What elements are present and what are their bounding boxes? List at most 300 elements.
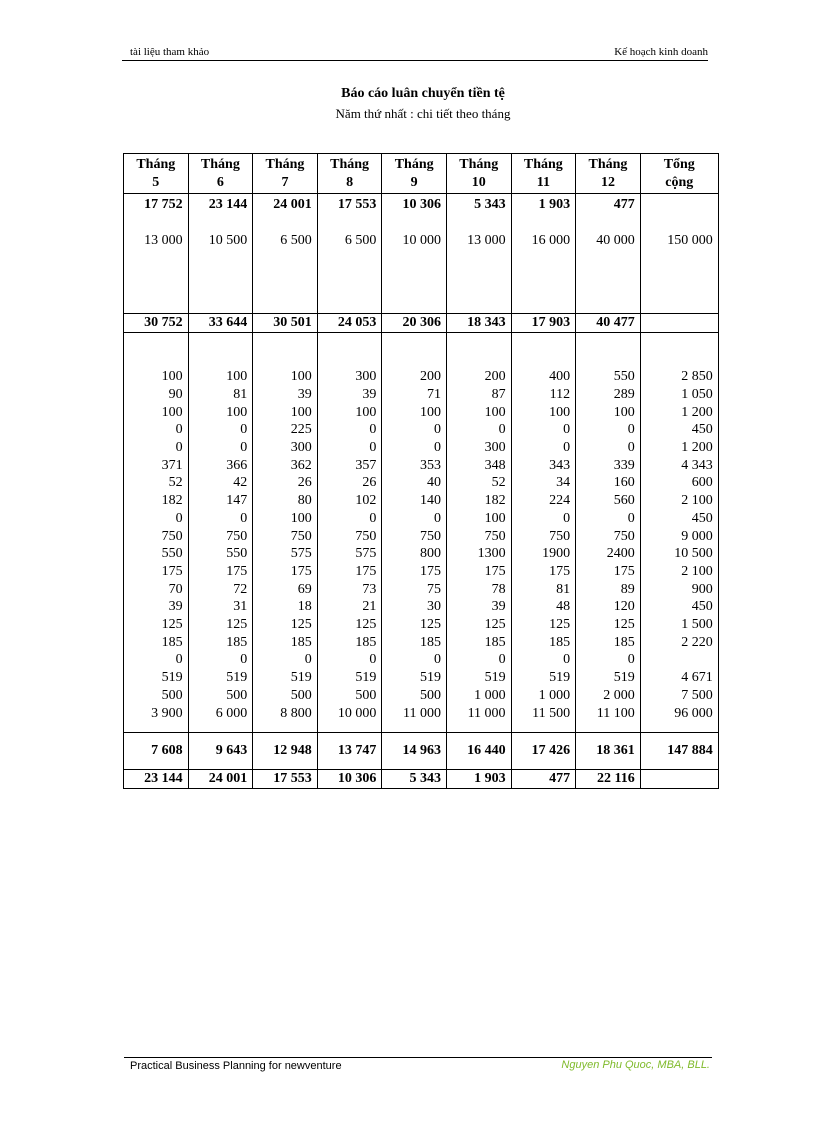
table-cell [382, 214, 447, 232]
table-cell: 0 [188, 439, 253, 457]
expense-row [124, 545, 719, 563]
table-cell: 175 [188, 563, 253, 581]
table-cell: 750 [511, 528, 576, 546]
table-cell: 3 900 [124, 705, 189, 723]
column-header [511, 154, 576, 194]
table-cell: 182 [446, 492, 511, 510]
table-cell: 100 [253, 404, 318, 422]
expense-row [124, 474, 719, 492]
table-cell: 450 [640, 598, 718, 616]
table-cell: 0 [124, 510, 189, 528]
table-cell: 185 [382, 634, 447, 652]
table-cell [640, 722, 718, 732]
table-cell: 0 [317, 439, 382, 457]
table-cell: 0 [382, 439, 447, 457]
table-cell: 750 [382, 528, 447, 546]
table-cell: 343 [511, 457, 576, 475]
table-cell [124, 759, 189, 769]
table-cell: 147 884 [640, 732, 718, 759]
table-cell: 31 [188, 598, 253, 616]
table-cell: 4 671 [640, 669, 718, 687]
table-cell [253, 214, 318, 232]
table-cell: 125 [511, 616, 576, 634]
table-cell: 20 306 [382, 313, 447, 332]
table-cell [317, 249, 382, 313]
table-cell: 1 000 [511, 687, 576, 705]
table-cell [317, 214, 382, 232]
table-cell: 13 000 [446, 232, 511, 250]
table-cell: 75 [382, 581, 447, 599]
table-cell: 18 [253, 598, 318, 616]
column-header [446, 154, 511, 194]
table-cell [640, 194, 718, 214]
table-cell [188, 332, 253, 368]
table-cell: 500 [317, 687, 382, 705]
table-cell [640, 249, 718, 313]
table-cell: 0 [124, 651, 189, 669]
table-cell: 175 [124, 563, 189, 581]
column-header [317, 154, 382, 194]
table-cell [640, 759, 718, 769]
table-cell [253, 759, 318, 769]
table-cell: 10 000 [317, 705, 382, 723]
table-cell: 185 [253, 634, 318, 652]
report-title: Báo cáo luân chuyển tiền tệ [341, 86, 505, 101]
table-cell: 125 [446, 616, 511, 634]
total-expense-row [124, 732, 719, 759]
table-cell: 17 553 [253, 769, 318, 788]
table-cell: 40 477 [576, 313, 641, 332]
expense-row [124, 510, 719, 528]
table-cell: 42 [188, 474, 253, 492]
table-cell: 2 100 [640, 492, 718, 510]
table-cell: 0 [188, 421, 253, 439]
table-cell: 22 116 [576, 769, 641, 788]
table-cell: 39 [317, 386, 382, 404]
expense-row [124, 616, 719, 634]
table-cell [188, 214, 253, 232]
table-cell [188, 722, 253, 732]
table-cell: 17 752 [124, 194, 189, 214]
table-cell: 70 [124, 581, 189, 599]
table-cell: 175 [576, 563, 641, 581]
table-cell: 1 050 [640, 386, 718, 404]
column-header-sub: 7 [281, 175, 289, 190]
table-cell: 7 500 [640, 687, 718, 705]
table-cell: 0 [188, 651, 253, 669]
table-cell: 182 [124, 492, 189, 510]
opening-balance-row [124, 194, 719, 214]
column-header-sub: cộng [665, 175, 694, 190]
table-cell [576, 722, 641, 732]
table-cell: 1 903 [511, 194, 576, 214]
table-cell: 9 000 [640, 528, 718, 546]
table-cell: 16 440 [446, 732, 511, 759]
column-header [576, 154, 641, 194]
table-cell: 600 [640, 474, 718, 492]
table-cell [446, 759, 511, 769]
table-cell: 0 [382, 651, 447, 669]
spacer-row [124, 332, 719, 368]
table-cell: 0 [188, 510, 253, 528]
table-cell: 1 903 [446, 769, 511, 788]
column-header-sub: 10 [471, 175, 486, 190]
table-cell: 0 [576, 421, 641, 439]
table-cell: 519 [446, 669, 511, 687]
column-header-label: Tháng [265, 157, 305, 172]
header-right-text: Kế hoạch kinh doanh [614, 46, 708, 58]
table-cell: 24 053 [317, 313, 382, 332]
column-header-label: Tháng [459, 157, 499, 172]
table-cell: 175 [253, 563, 318, 581]
column-header-sub: 12 [600, 175, 615, 190]
table-cell: 90 [124, 386, 189, 404]
table-cell: 6 000 [188, 705, 253, 723]
table-cell: 102 [317, 492, 382, 510]
table-cell: 0 [382, 510, 447, 528]
closing-balance-row [124, 769, 719, 788]
expense-row [124, 386, 719, 404]
table-cell: 519 [382, 669, 447, 687]
table-cell: 87 [446, 386, 511, 404]
table-cell [446, 332, 511, 368]
table-cell: 33 644 [188, 313, 253, 332]
table-cell [317, 332, 382, 368]
table-cell: 519 [124, 669, 189, 687]
table-cell: 100 [124, 368, 189, 386]
spacer-row [124, 759, 719, 769]
table-cell: 1900 [511, 545, 576, 563]
column-header-sub: 9 [410, 175, 418, 190]
table-cell [124, 332, 189, 368]
table-cell: 18 343 [446, 313, 511, 332]
table-cell: 0 [576, 439, 641, 457]
table-cell: 2 000 [576, 687, 641, 705]
table-cell: 0 [317, 510, 382, 528]
table-cell: 348 [446, 457, 511, 475]
table-cell: 13 747 [317, 732, 382, 759]
table-cell: 11 000 [382, 705, 447, 723]
expense-row [124, 492, 719, 510]
column-header [640, 154, 718, 194]
footer-rule [124, 1057, 712, 1058]
table-cell: 0 [446, 651, 511, 669]
table-cell: 500 [382, 687, 447, 705]
cash-inflow-row [124, 232, 719, 250]
expense-row [124, 528, 719, 546]
table-cell [317, 722, 382, 732]
table-cell: 80 [253, 492, 318, 510]
table-cell: 224 [511, 492, 576, 510]
table-cell: 125 [188, 616, 253, 634]
expense-row [124, 439, 719, 457]
table-cell: 147 [188, 492, 253, 510]
table-cell: 750 [253, 528, 318, 546]
table-cell [640, 769, 718, 788]
table-cell: 0 [511, 439, 576, 457]
header-rule [122, 60, 708, 61]
table-cell: 175 [382, 563, 447, 581]
table-cell: 11 500 [511, 705, 576, 723]
table-cell: 8 800 [253, 705, 318, 723]
table-cell: 225 [253, 421, 318, 439]
table-cell: 185 [576, 634, 641, 652]
table-cell: 519 [576, 669, 641, 687]
table-cell: 39 [253, 386, 318, 404]
expense-row [124, 563, 719, 581]
table-cell: 0 [511, 651, 576, 669]
table-cell: 40 [382, 474, 447, 492]
table-cell [382, 722, 447, 732]
table-cell [511, 332, 576, 368]
table-cell: 100 [124, 404, 189, 422]
table-cell: 185 [188, 634, 253, 652]
table-cell: 100 [446, 510, 511, 528]
expense-row [124, 421, 719, 439]
table-cell [576, 214, 641, 232]
table-cell: 2400 [576, 545, 641, 563]
table-cell: 750 [446, 528, 511, 546]
table-cell [576, 249, 641, 313]
table-cell: 0 [382, 421, 447, 439]
table-cell: 6 500 [253, 232, 318, 250]
table-cell: 78 [446, 581, 511, 599]
table-cell [511, 214, 576, 232]
table-cell: 185 [511, 634, 576, 652]
table-cell: 175 [511, 563, 576, 581]
table-cell: 353 [382, 457, 447, 475]
table-cell: 0 [511, 421, 576, 439]
column-header [253, 154, 318, 194]
table-cell: 125 [382, 616, 447, 634]
table-cell: 550 [188, 545, 253, 563]
table-cell: 48 [511, 598, 576, 616]
table-cell: 5 343 [382, 769, 447, 788]
table-cell: 550 [576, 368, 641, 386]
table-cell: 400 [511, 368, 576, 386]
table-cell [446, 214, 511, 232]
table-cell [446, 722, 511, 732]
table-cell: 362 [253, 457, 318, 475]
table-cell: 100 [382, 404, 447, 422]
table-cell: 560 [576, 492, 641, 510]
table-cell: 750 [188, 528, 253, 546]
table-cell: 289 [576, 386, 641, 404]
table-cell: 175 [317, 563, 382, 581]
table-cell: 16 000 [511, 232, 576, 250]
table-cell: 100 [188, 404, 253, 422]
table-cell: 477 [511, 769, 576, 788]
table-cell: 185 [446, 634, 511, 652]
column-header [188, 154, 253, 194]
total-available-row [124, 313, 719, 332]
expense-row [124, 457, 719, 475]
table-cell: 175 [446, 563, 511, 581]
table-cell: 0 [124, 439, 189, 457]
table-cell: 1 200 [640, 404, 718, 422]
table-cell: 30 501 [253, 313, 318, 332]
table-cell: 1 000 [446, 687, 511, 705]
table-cell: 26 [253, 474, 318, 492]
table-cell: 39 [446, 598, 511, 616]
expense-row [124, 687, 719, 705]
table-cell: 125 [576, 616, 641, 634]
table-cell [124, 249, 189, 313]
expense-row [124, 705, 719, 723]
table-cell: 100 [511, 404, 576, 422]
table-cell: 52 [446, 474, 511, 492]
table-cell: 500 [124, 687, 189, 705]
table-cell: 10 500 [640, 545, 718, 563]
expense-row [124, 404, 719, 422]
table-cell: 81 [511, 581, 576, 599]
table-cell: 0 [124, 421, 189, 439]
table-cell: 17 903 [511, 313, 576, 332]
column-header [124, 154, 189, 194]
table-cell: 17 426 [511, 732, 576, 759]
table-cell: 100 [446, 404, 511, 422]
table-cell: 450 [640, 421, 718, 439]
column-header-sub: 8 [346, 175, 354, 190]
table-cell: 900 [640, 581, 718, 599]
table-cell: 0 [446, 421, 511, 439]
table-cell: 140 [382, 492, 447, 510]
expense-row [124, 669, 719, 687]
table-cell: 100 [253, 368, 318, 386]
table-cell [511, 722, 576, 732]
table-cell: 52 [124, 474, 189, 492]
table-cell: 73 [317, 581, 382, 599]
table-cell [576, 759, 641, 769]
table-cell: 10 306 [317, 769, 382, 788]
table-cell [253, 722, 318, 732]
table-cell: 7 608 [124, 732, 189, 759]
table-cell: 357 [317, 457, 382, 475]
table-cell: 120 [576, 598, 641, 616]
table-cell: 100 [253, 510, 318, 528]
column-header-sub: 5 [152, 175, 160, 190]
report-subtitle: Năm thứ nhất : chi tiết theo tháng [335, 106, 511, 121]
column-header-label: Tháng [523, 157, 563, 172]
footer-author: Nguyen Phu Quoc, MBA, BLL. [561, 1059, 710, 1071]
table-cell: 21 [317, 598, 382, 616]
column-header-sub: 6 [216, 175, 224, 190]
table-cell: 10 306 [382, 194, 447, 214]
table-cell: 30 752 [124, 313, 189, 332]
column-header-label: Tháng [136, 157, 176, 172]
table-cell: 575 [253, 545, 318, 563]
table-cell [382, 249, 447, 313]
table-cell: 150 000 [640, 232, 718, 250]
table-cell: 100 [188, 368, 253, 386]
table-cell [188, 759, 253, 769]
table-cell: 24 001 [253, 194, 318, 214]
table-cell: 9 643 [188, 732, 253, 759]
table-cell: 23 144 [188, 194, 253, 214]
table-cell: 550 [124, 545, 189, 563]
table-cell: 0 [576, 510, 641, 528]
table-cell: 750 [317, 528, 382, 546]
table-cell: 0 [317, 421, 382, 439]
table-cell: 300 [446, 439, 511, 457]
table-cell: 750 [576, 528, 641, 546]
table-cell: 112 [511, 386, 576, 404]
expense-row [124, 581, 719, 599]
table-cell: 125 [253, 616, 318, 634]
column-header-label: Tháng [588, 157, 628, 172]
table-cell: 81 [188, 386, 253, 404]
table-cell [253, 332, 318, 368]
table-cell [382, 332, 447, 368]
table-cell: 125 [317, 616, 382, 634]
table-cell: 10 000 [382, 232, 447, 250]
table-cell: 200 [446, 368, 511, 386]
table-cell: 71 [382, 386, 447, 404]
column-header-label: Tháng [330, 157, 370, 172]
table-cell: 371 [124, 457, 189, 475]
table-cell: 96 000 [640, 705, 718, 723]
table-cell: 519 [188, 669, 253, 687]
table-cell: 24 001 [188, 769, 253, 788]
footer-left-text: Practical Business Planning for newventure [130, 1060, 342, 1072]
spacer-row [124, 249, 719, 313]
table-cell [640, 651, 718, 669]
table-cell: 800 [382, 545, 447, 563]
table-cell: 0 [317, 651, 382, 669]
table-cell [640, 313, 718, 332]
column-header-label: Tháng [394, 157, 434, 172]
table-cell: 519 [317, 669, 382, 687]
table-cell [446, 249, 511, 313]
table-cell: 0 [253, 651, 318, 669]
table-cell: 10 500 [188, 232, 253, 250]
table-cell [640, 332, 718, 368]
spacer-row [124, 722, 719, 732]
table-cell: 750 [124, 528, 189, 546]
table-cell: 2 220 [640, 634, 718, 652]
table-cell [188, 249, 253, 313]
table-cell: 519 [511, 669, 576, 687]
expense-row [124, 634, 719, 652]
table-cell: 519 [253, 669, 318, 687]
column-header-label: Tổng [663, 157, 695, 172]
spacer-row [124, 214, 719, 232]
table-cell: 450 [640, 510, 718, 528]
table-cell: 39 [124, 598, 189, 616]
table-cell [317, 759, 382, 769]
table-cell [511, 249, 576, 313]
table-cell: 185 [124, 634, 189, 652]
table-cell: 185 [317, 634, 382, 652]
table-cell [640, 214, 718, 232]
table-cell: 14 963 [382, 732, 447, 759]
table-cell: 1 500 [640, 616, 718, 634]
table-cell: 13 000 [124, 232, 189, 250]
table-cell: 125 [124, 616, 189, 634]
table-cell: 575 [317, 545, 382, 563]
table-cell [124, 214, 189, 232]
column-header-sub: 11 [536, 175, 550, 190]
column-header-label: Tháng [200, 157, 240, 172]
table-cell: 500 [188, 687, 253, 705]
table-cell: 17 553 [317, 194, 382, 214]
table-cell: 300 [317, 368, 382, 386]
table-cell: 26 [317, 474, 382, 492]
table-cell: 11 100 [576, 705, 641, 723]
table-cell: 5 343 [446, 194, 511, 214]
table-cell: 11 000 [446, 705, 511, 723]
column-header [382, 154, 447, 194]
